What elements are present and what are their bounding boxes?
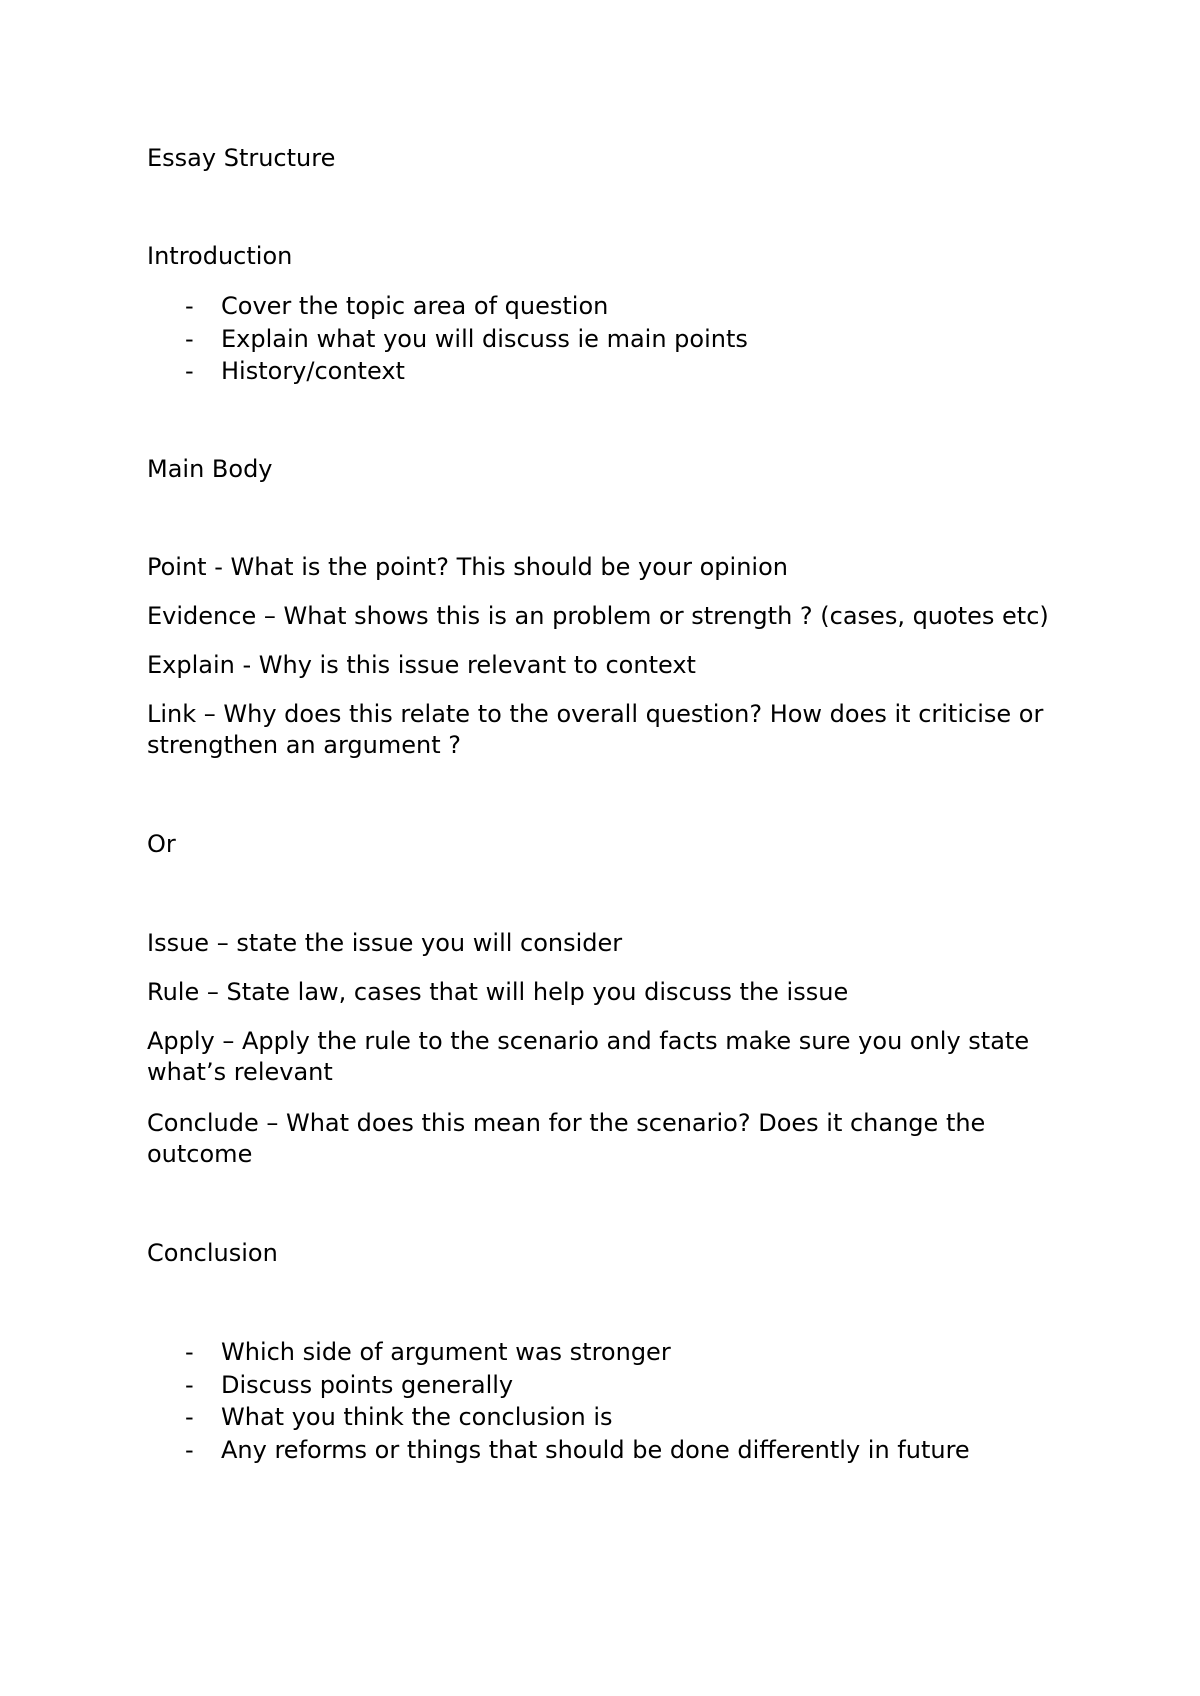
irac-conclude: Conclude – What does this mean for the scenario? Does it change the outcome xyxy=(147,1109,986,1169)
list-item-text: Which side of argument was stronger xyxy=(221,1338,671,1366)
irac-apply: Apply – Apply the rule to the scenario and facts make sure you only state what’s relevant xyxy=(147,1027,1030,1087)
main-body-heading: Main Body xyxy=(147,455,273,483)
list-item-text: Any reforms or things that should be done differently in future xyxy=(221,1436,970,1464)
conclusion-heading: Conclusion xyxy=(147,1239,278,1267)
peel-evidence: Evidence – What shows this is an problem or strength ? (cases, quotes etc) xyxy=(147,602,1049,630)
bullet-marker: - xyxy=(185,357,194,385)
irac-issue: Issue – state the issue you will consider xyxy=(147,929,623,957)
bullet-marker: - xyxy=(185,292,194,320)
irac-rule: Rule – State law, cases that will help you discuss the issue xyxy=(147,978,849,1006)
or-label: Or xyxy=(147,830,176,858)
peel-link: Link – Why does this relate to the overall question? How does it criticise or strengthen an argument ? xyxy=(147,700,1044,760)
bullet-marker: - xyxy=(185,1403,194,1431)
document-title: Essay Structure xyxy=(147,144,336,172)
bullet-marker: - xyxy=(185,325,194,353)
list-item-text: What you think the conclusion is xyxy=(221,1403,613,1431)
peel-point: Point - What is the point? This should be your opinion xyxy=(147,553,788,581)
list-item-text: Cover the topic area of question xyxy=(221,292,609,320)
peel-explain: Explain - Why is this issue relevant to context xyxy=(147,651,696,679)
bullet-marker: - xyxy=(185,1371,194,1399)
bullet-marker: - xyxy=(185,1436,194,1464)
bullet-marker: - xyxy=(185,1338,194,1366)
list-item-text: History/context xyxy=(221,357,405,385)
introduction-heading: Introduction xyxy=(147,242,293,270)
list-item-text: Discuss points generally xyxy=(221,1371,514,1399)
list-item-text: Explain what you will discuss ie main points xyxy=(221,325,748,353)
